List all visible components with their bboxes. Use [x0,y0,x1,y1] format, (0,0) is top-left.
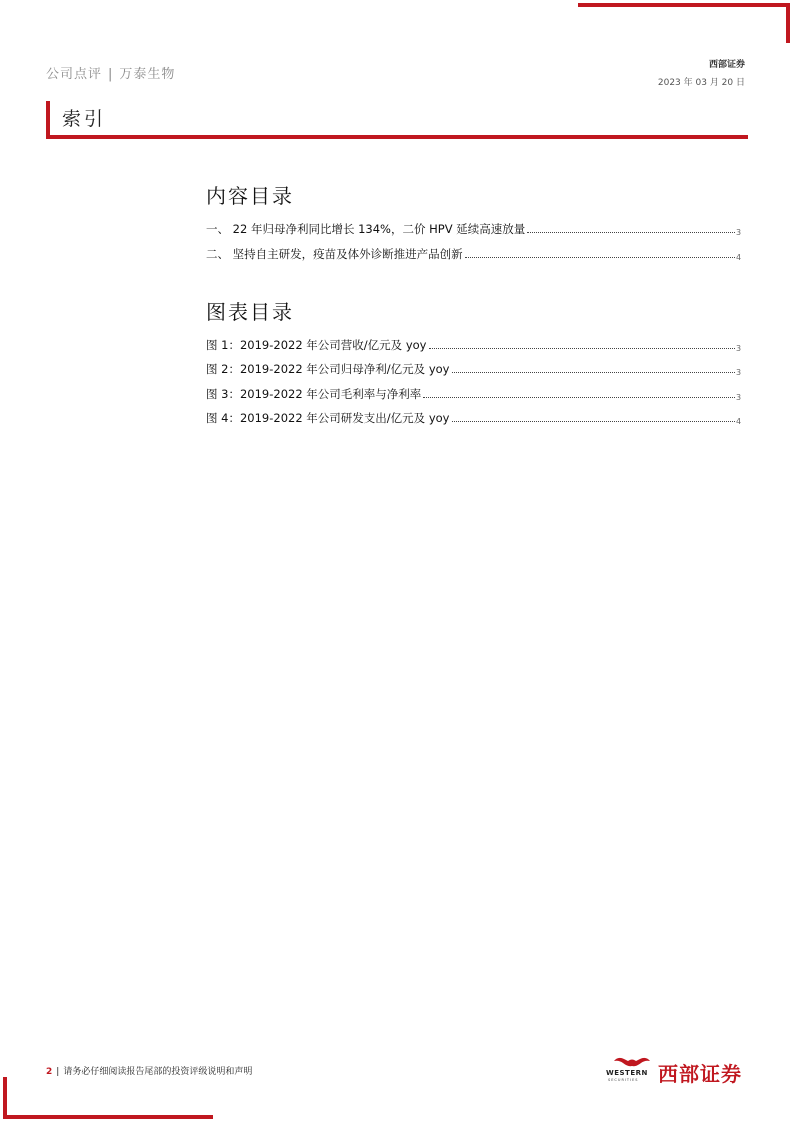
report-type: 公司点评 [46,67,103,82]
toc-leader-dots [452,421,736,422]
figure-entry[interactable] [206,384,740,402]
bottom-left-frame-vertical [3,1077,7,1119]
toc-entry[interactable] [206,219,740,237]
figure-entry-label: 图 2：2019-2022 年公司归母净利/亿元及 yoy [206,362,450,376]
top-right-frame-horizontal [578,3,790,7]
figure-entry-label: 图 1：2019-2022 年公司营收/亿元及 yoy [206,338,427,352]
figure-entry[interactable] [206,359,740,377]
toc-leader-dots [429,348,736,349]
figure-entry-page: 3 [736,393,742,402]
figure-entry[interactable] [206,335,740,353]
header-separator: | [108,67,114,82]
contents-heading: 内容目录 [206,184,294,208]
logo-subtitle: SECURITIES [608,1078,639,1082]
company-logo [606,1055,748,1085]
header-right [658,57,745,88]
figure-entry-page: 4 [736,417,742,426]
toc-entry-page: 3 [736,228,742,237]
logo-chinese: 西部证券 [658,1062,742,1086]
section-divider [46,135,748,139]
company-name: 万泰生物 [119,67,176,82]
figure-entry-label: 图 4：2019-2022 年公司研发支出/亿元及 yoy [206,411,450,425]
section-title: 索引 [62,108,107,130]
disclaimer-text: 请务必仔细阅读报告尾部的投资评级说明和声明 [63,1067,253,1077]
section-accent-bar [46,101,50,135]
figures-heading: 图表目录 [206,300,294,324]
toc-entry-page: 4 [736,253,742,262]
report-date: 2023 年 03 月 20 日 [657,78,745,88]
logo-english: WESTERN [606,1069,648,1077]
footer-disclaimer [46,1064,252,1077]
figure-entry-page: 3 [736,344,742,353]
figure-entry-label: 图 3：2019-2022 年公司毛利率与净利率 [206,387,422,401]
bottom-left-frame-horizontal [3,1115,213,1119]
figure-entry[interactable] [206,408,740,426]
figure-entry-page: 3 [736,368,742,377]
footer-separator: | [56,1067,60,1077]
toc-leader-dots [423,397,735,398]
page-number: 2 [46,1067,53,1077]
toc-leader-dots [527,232,735,233]
toc-entry-label: 二、 坚持自主研发，疫苗及体外诊断推进产品创新 [206,247,463,261]
top-right-frame-vertical [786,3,790,43]
toc-entry-label: 一、 22 年归母净利同比增长 134%，二价 HPV 延续高速放量 [206,222,526,236]
toc-leader-dots [452,372,736,373]
header-category [46,63,175,82]
toc-entry[interactable] [206,244,740,262]
toc-leader-dots [465,257,735,258]
broker-name: 西部证券 [708,60,745,70]
